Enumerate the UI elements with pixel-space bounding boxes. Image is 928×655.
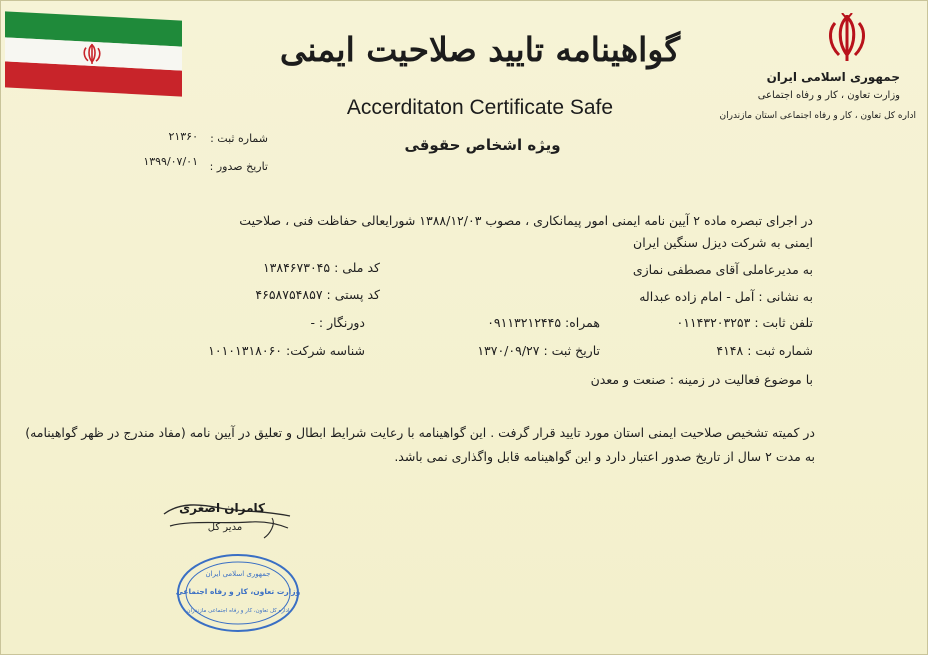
company-reg-date: تاریخ ثبت : ۱۳۷۰/۰۹/۲۷ <box>477 343 600 358</box>
ministry-line-2: وزارت تعاون ، کار و رفاه اجتماعی <box>757 90 900 101</box>
flag-emblem-icon <box>77 41 107 67</box>
iran-emblem-icon <box>822 13 872 65</box>
address-line: به نشانی : آمل - امام زاده عبداله <box>639 289 813 304</box>
certificate-subtitle: ویژه اشخاص حقوقی <box>404 136 561 154</box>
issue-date-label: تاریخ صدور : <box>209 160 268 173</box>
iran-flag-icon <box>5 11 182 96</box>
official-stamp-icon <box>176 552 301 634</box>
company-id: شناسه شرکت: ۱۰۱۰۱۳۱۸۰۶۰ <box>208 343 365 358</box>
national-code: کد ملی : ۱۳۸۴۶۷۳۰۴۵ <box>262 260 380 275</box>
fax-line: دورنگار : - <box>310 315 365 330</box>
certificate-title-en: Accerditaton Certificate Safe <box>346 96 614 119</box>
signatory-title: مدیر کل <box>207 522 243 533</box>
phone-line: تلفن ثابت : ۰۱۱۴۳۲۰۳۲۵۳ <box>676 315 813 330</box>
intro-line-1: در اجرای تبصره ماده ۲ آیین نامه ایمنی امور پیمانکاری ، مصوب ۱۳۸۸/۱۲/۰۳ شورایعالی حفاظت فنی ، صلاحیت <box>239 213 813 228</box>
signatory-name: کامران اصغری <box>179 501 265 515</box>
postal-code: کد پستی : ۴۶۵۸۷۵۴۸۵۷ <box>255 287 380 302</box>
stamp-line-3: اداره کل تعاون، کار و رفاه اجتماعی مازندران <box>186 608 290 614</box>
intro-line-2: ایمنی به شرکت دیزل سنگین ایران <box>633 235 813 250</box>
mobile-line: همراه: ۰۹۱۱۳۲۱۲۴۴۵ <box>487 315 600 330</box>
approval-line-2: به مدت ۲ سال از تاریخ صدور اعتبار دارد و این گواهینامه قابل واگذاری نمی باشد. <box>394 449 815 464</box>
issue-date-value: ۱۳۹۹/۰۷/۰۱ <box>143 155 198 168</box>
ministry-line-3: اداره کل تعاون ، کار و رفاه اجتماعی استان مازندران <box>719 111 916 121</box>
activity-line: با موضوع فعالیت در زمینه : صنعت و معدن <box>590 372 813 387</box>
ministry-line-1: جمهوری اسلامی ایران <box>766 70 900 84</box>
manager-line: به مدیرعاملی آقای مصطفی نمازی <box>632 262 813 277</box>
approval-line-1: در کمیته تشخیص صلاحیت ایمنی استان مورد تایید قرار گرفت . این گواهینامه با رعایت شرایط ابطال و تعلیق در آیین نامه (مفاد مندرج در ظهر گواهینامه) <box>25 425 815 440</box>
registration-number-label: شماره ثبت : <box>210 132 268 145</box>
company-reg-number: شماره ثبت : ۴۱۴۸ <box>716 343 813 358</box>
registration-number-value: ۲۱۳۶۰ <box>168 130 198 143</box>
certificate-title-fa: گواهینامه تایید صلاحیت ایمنی <box>279 30 681 69</box>
stamp-line-1: جمهوری اسلامی ایران <box>205 570 271 578</box>
stamp-line-2: وزارت تعاون، کار و رفاه اجتماعی <box>176 587 301 596</box>
